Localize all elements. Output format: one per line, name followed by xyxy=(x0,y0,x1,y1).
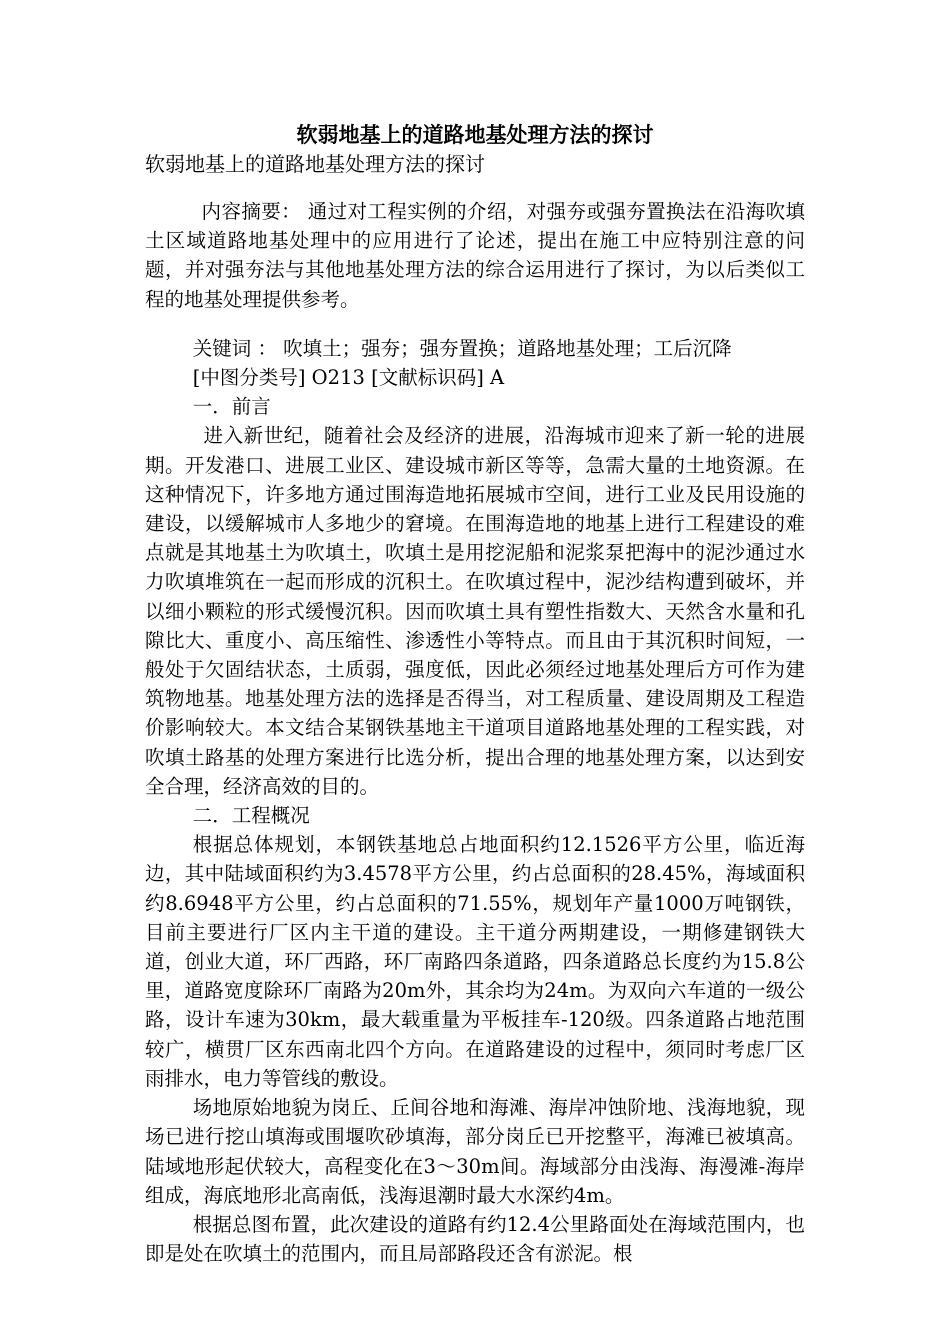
section-heading-intro: 一．前言 xyxy=(192,395,271,419)
keywords-paragraph: 关键词 ： 吹填土；强夯；强夯置换；道路地基处理；工后沉降 xyxy=(192,336,732,360)
document-title: 软弱地基上的道路地基处理方法的探讨 xyxy=(296,123,654,147)
document-page xyxy=(145,120,805,1268)
section-heading-overview: 二．工程概况 xyxy=(192,804,310,828)
document-subtitle: 软弱地基上的道路地基处理方法的探讨 xyxy=(145,152,485,176)
overview-paragraph-3: 根据总图布置，此次建设的道路有约12.4公里路面处在海域范围内，也即是处在吹填土的范围内，而且局部路段还含有淤泥。根 xyxy=(145,1212,805,1266)
abstract-paragraph: 内容摘要： 通过对工程实例的介绍，对强夯或强夯置换法在沿海吹填土区域道路地基处理中的应用进行了论述，提出在施工中应特别注意的问题，并对强夯法与其他地基处理方法的综合运用进行了探讨，为以后类似工程的地基处理提供参考。 xyxy=(145,200,805,311)
overview-paragraph-2: 场地原始地貌为岗丘、丘间谷地和海滩、海岸冲蚀阶地、浅海地貌，现场已进行挖山填海或围堰吹砂填海，部分岗丘已开挖整平，海滩已被填高。陆域地形起伏较大，高程变化在3～30m间。海域部分由浅海、海漫滩-海岸组成，海底地形北高南低，浅海退潮时最大水深约4m。 xyxy=(145,1096,805,1207)
intro-paragraph: 进入新世纪，随着社会及经济的进展，沿海城市迎来了新一轮的进展期。开发港口、进展工业区、建设城市新区等等，急需大量的土地资源。在这种情况下，许多地方通过围海造地拓展城市空间，进行工业及民用设施的建设，以缓解城市人多地少的窘境。在围海造地的地基上进行工程建设的难点就是其地基土为吹填土，吹填土是用挖泥船和泥浆泵把海中的泥沙通过水力吹填堆筑在一起而形成的沉积土。在吹填过程中，泥沙结构遭到破坏，并以细小颗粒的形式缓慢沉积。因而吹填土具有塑性指数大、天然含水量和孔隙比大、重度小、高压缩性、渗透性小等特点。而且由于其沉积时间短，一般处于欠固结状态，土质弱，强度低，因此必须经过地基处理后方可作为建筑物地基。地基处理方法的选择是否得当，对工程质量、建设周期及工程造价影响较大。本文结合某钢铁基地主干道项目道路地基处理的工程实践，对吹填土路基的处理方案进行比选分析，提出合理的地基处理方案，以达到安全合理，经济高效的目的。 xyxy=(145,424,805,798)
overview-paragraph-1: 根据总体规划，本钢铁基地总占地面积约12.1526平方公里，临近海边，其中陆域面积约为3.4578平方公里，约占总面积的28.45%，海域面积约8.6948平方公里，约占总面积的71.55%，规划年产量1000万吨钢铁，目前主要进行厂区内主干道的建设。主干道分两期建设，一期修建钢铁大道，创业大道，环厂西路，环厂南路四条道路，四条道路总长度约为15.8公里，道路宽度除环厂南路为20m外，其余均为24m。为双向六车道的一级公路，设计车速为30km，最大载重量为平板挂车-120级。四条道路占地范围较广，横贯厂区东西南北四个方向。在道路建设的过程中，须同时考虑厂区雨排水，电力等管线的敷设。 xyxy=(145,833,805,1090)
classification-line: [中图分类号] O213 [文献标识码] A xyxy=(192,366,505,390)
